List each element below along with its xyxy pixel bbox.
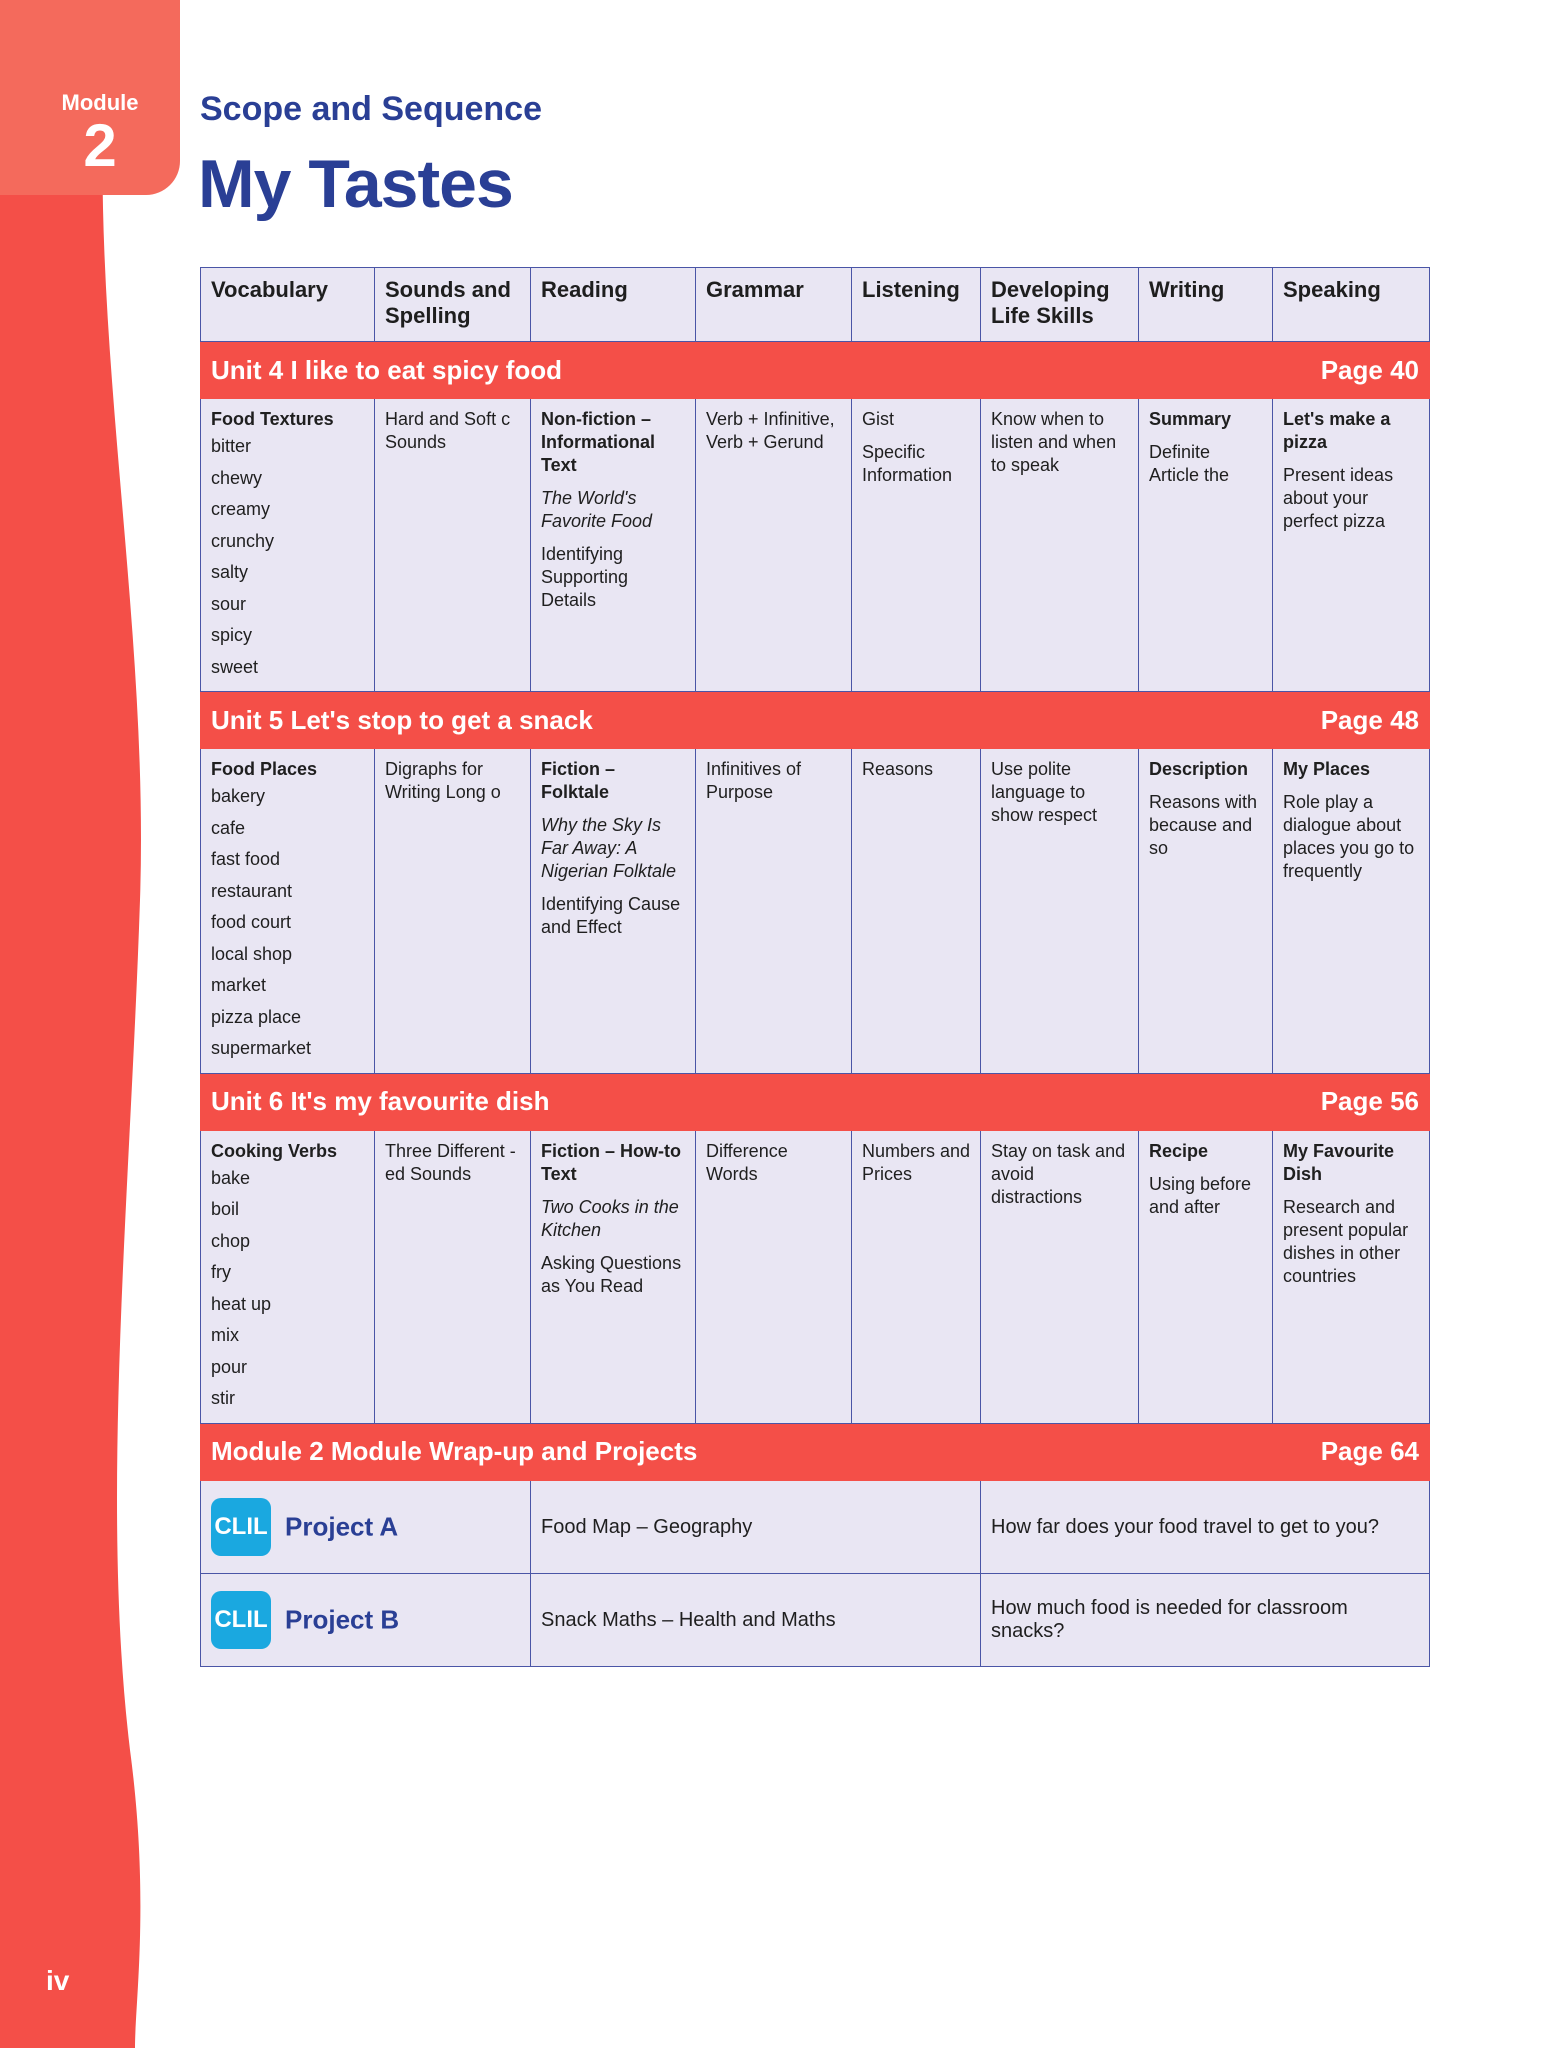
clil-badge-icon: CLIL [211,1591,271,1649]
unit-content-row [201,399,1430,692]
sounds-cell: Hard and Soft c Sounds [375,399,531,692]
vocabulary-item: crunchy [211,530,275,551]
vocabulary-item: bakery [211,786,266,806]
speaking-heading: My Places [1283,759,1371,779]
scope-table [200,267,1430,1667]
vocabulary-item: chop [211,1230,251,1251]
reading-cell [531,399,696,692]
grammar-cell: Infinitives of Purpose [696,749,852,1074]
column-header: Grammar [696,268,852,342]
vocabulary-cell [201,399,375,692]
grammar-cell: Verb + Infinitive, Verb + Gerund [696,399,852,692]
unit-banner [201,342,1430,399]
column-header: Speaking [1273,268,1430,342]
wrapup-banner [201,1423,1430,1480]
life-skills-cell: Use polite language to show respect [981,749,1139,1074]
unit-banner [201,1073,1430,1130]
project-label-cell [201,1573,531,1666]
reading-title: The World's Favorite Food [541,488,653,531]
vocabulary-heading: Cooking Verbs [211,1140,338,1161]
speaking-cell [1273,399,1430,692]
reading-genre: Fiction – Folktale [541,759,616,802]
sounds-cell: Three Different -ed Sounds [375,1130,531,1423]
project-question: How far does your food travel to get to you? [981,1480,1430,1573]
speaking-cell [1273,1130,1430,1423]
writing-cell [1139,1130,1273,1423]
vocabulary-item: sour [211,593,247,614]
unit-title: Unit 5 Let's stop to get a snack [211,704,593,735]
listening-item: Gist [862,409,895,429]
vocabulary-item: fry [211,1262,231,1282]
vocabulary-heading: Food Textures [211,409,334,429]
column-header: Listening [852,268,981,342]
vocabulary-item: food court [211,912,292,932]
vocabulary-heading: Food Places [211,759,318,779]
project-row [201,1573,1430,1666]
listening-item: Specific Information [862,442,953,485]
project-question: How much food is needed for classroom snacks? [981,1573,1430,1666]
life-skills-cell: Stay on task and avoid distractions [981,1130,1139,1423]
vocabulary-item: bake [211,1167,251,1188]
column-header: Vocabulary [201,268,375,342]
header-row [201,268,1430,342]
page-title: My Tastes [198,146,513,222]
vocabulary-item: salty [211,562,249,582]
unit-page: Page 48 [1320,704,1419,735]
vocabulary-item: sweet [211,656,259,677]
listening-item: Numbers and Prices [862,1140,971,1184]
writing-heading: Recipe [1149,1140,1209,1161]
module-label: Module [61,90,139,115]
listening-cell [852,749,981,1074]
project-topic: Snack Maths – Health and Maths [531,1573,981,1666]
vocabulary-item: local shop [211,943,293,964]
clil-badge-icon: CLIL [211,1498,271,1556]
vocabulary-item: pour [211,1356,248,1377]
reading-skill: Asking Questions as You Read [541,1252,682,1296]
vocabulary-item: heat up [211,1293,272,1314]
writing-body: Reasons with because and so [1149,792,1258,858]
reading-genre: Non-fiction – Informational Text [541,409,656,475]
vocabulary-cell [201,1130,375,1423]
project-name: Project A [285,1511,399,1542]
grammar-cell: Difference Words [696,1130,852,1423]
wrapup-page: Page 64 [1320,1436,1419,1466]
wrapup-title: Module 2 Module Wrap-up and Projects [211,1436,698,1466]
side-band [0,0,190,2048]
column-header: Writing [1139,268,1273,342]
unit-content-row [201,1130,1430,1423]
unit-page: Page 56 [1320,1086,1419,1116]
reading-genre: Fiction – How-to Text [541,1140,681,1184]
project-name: Project B [285,1604,400,1635]
speaking-heading: Let's make a pizza [1283,409,1391,452]
unit-content-row [201,749,1430,1074]
reading-skill: Identifying Cause and Effect [541,894,681,937]
column-header: Sounds and Spelling [375,268,531,342]
writing-body: Using before and after [1149,1173,1252,1217]
writing-cell [1139,399,1273,692]
vocabulary-cell [201,749,375,1074]
column-header: Developing Life Skills [981,268,1139,342]
writing-heading: Summary [1149,409,1232,429]
vocabulary-item: chewy [211,467,263,488]
vocabulary-item: fast food restaurant [211,849,293,901]
project-topic: Food Map – Geography [531,1480,981,1573]
vocabulary-item: cafe [211,817,246,838]
vocabulary-item: pizza place [211,1006,302,1027]
project-label-cell [201,1480,531,1573]
reading-cell [531,1130,696,1423]
speaking-cell [1273,749,1430,1074]
sounds-cell: Digraphs for Writing Long o [375,749,531,1074]
unit-page: Page 40 [1320,354,1419,385]
unit-title: Unit 6 It's my favourite dish [211,1086,550,1116]
speaking-heading: My Favourite Dish [1283,1140,1395,1184]
column-header: Reading [531,268,696,342]
listening-cell [852,399,981,692]
reading-skill: Identifying Supporting Details [541,544,629,610]
writing-cell [1139,749,1273,1074]
project-row [201,1480,1430,1573]
page-subtitle: Scope and Sequence [200,90,542,128]
life-skills-cell: Know when to listen and when to speak [981,399,1139,692]
listening-item: Reasons [862,759,934,779]
module-number: 2 [83,112,117,179]
vocabulary-item: boil [211,1199,240,1219]
speaking-body: Present ideas about your perfect pizza [1283,465,1394,531]
vocabulary-item: stir [211,1388,235,1408]
unit-banner [201,692,1430,749]
vocabulary-item: spicy [211,625,253,645]
reading-cell [531,749,696,1074]
vocabulary-item: supermarket [211,1038,312,1058]
writing-body: Definite Article the [1149,442,1230,485]
vocabulary-item: market [211,975,267,995]
reading-title: Why the Sky Is Far Away: A Nigerian Folktale [541,815,677,881]
writing-heading: Description [1149,759,1249,779]
speaking-body: Research and present popular dishes in other countries [1283,1196,1409,1286]
reading-title: Two Cooks in the Kitchen [541,1196,679,1240]
listening-cell [852,1130,981,1423]
vocabulary-item: creamy [211,499,271,519]
vocabulary-item: bitter [211,436,252,456]
unit-title: Unit 4 I like to eat spicy food [211,354,563,385]
speaking-body: Role play a dialogue about places you go to frequently [1283,792,1415,881]
vocabulary-item: mix [211,1325,239,1345]
page-number: iv [46,1965,70,1996]
